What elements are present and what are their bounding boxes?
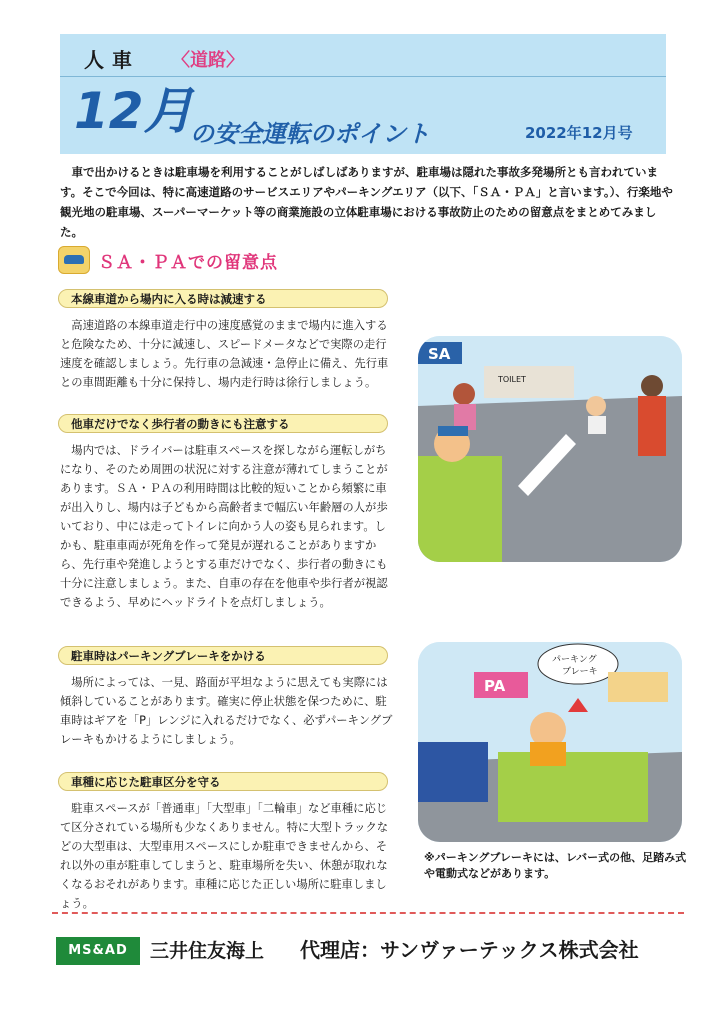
section-title: ＳＡ・ＰＡでの留意点 <box>98 253 278 273</box>
sa-sign: SA <box>428 345 451 363</box>
intro-paragraph: 車で出かけるときは駐車場を利用することがしばしばありますが、駐車場は隠れた事故多発場所とも言われています。そこで今回は、特に高速道路のサービスエリアやパーキングエリア（以下、「ＳＡ・ＰＡ」と言います。）、行楽地や観光地の駐車場、スーパーマーケット等の商業施設の立体駐車場における事故防止のための留意点をまとめてみました。 <box>60 165 673 239</box>
footer-divider <box>52 912 684 914</box>
header-divider <box>60 76 666 77</box>
subsection-heading: 他車だけでなく歩行者の動きにも注意する <box>58 414 388 433</box>
illustration-caption: ※パーキングブレーキには、レバー式の他、足踏み式や電動式などがあります。 <box>424 851 687 880</box>
subsection-body: 駐車スペースが「普通車」「大型車」「二輪車」など車種に応じて区分されている場所も少なくありません。特に大型トラックなどの大型車は、大型車用スペースにしか駐車できませんから、それ以外の車が駐車してしまうと、駐車場所を失い、休憩が取れなくなるおそれがあります。車種に応じた正しい場所に駐車しましょう。 <box>60 802 389 910</box>
subsection-body: 高速道路の本線車道走行中の速度感覚のままで場内に進入すると危険なため、十分に減速し、スピードメータなどで実際の走行速度を確認しましょう。先行車の急減速・急停止に備え、先行車との車間距離も十分に保持し、場内走行時は徐行しましょう。 <box>60 319 389 389</box>
header-category: 人車 <box>84 48 140 72</box>
agency-name: 代理店：サンヴァーテックス株式会社 <box>300 938 639 962</box>
header-road-label: 〈道路〉 <box>172 50 244 71</box>
brake-bubble-text: パーキング <box>552 655 597 665</box>
subsection-body: 場所によっては、一見、路面が平坦なように思えても実際には傾斜していることがあります。確実に停止状態を保つために、駐車時はギアを「P」レンジに入れるだけでなく、必ずパーキングブレーキもかけるようにしましょう。 <box>60 676 393 746</box>
toilet-sign: TOILET <box>498 375 526 384</box>
subsection-body: 場内では、ドライバーは駐車スペースを探しながら運転しがちになり、そのため周囲の状況に対する注意が薄れてしまうことがあります。ＳＡ・ＰＡの利用時間は比較的短いことから頻繁に車が出入りし、場内は子どもから高齢者まで幅広い年齢層の人が歩いており、中には走ってトイレに向かう人の姿も見られます。しかも、駐車車両が死角を作って発見が遅れることがありますから、先行車や発進しようとする車だけでなく、歩行者の動きにも十分に注意しましょう。また、自車の存在を他車や歩行者が視認できるよう、早めにヘッドライトを点灯しましょう。 <box>60 444 388 609</box>
company-logo: MS&AD <box>56 937 140 965</box>
subsection-heading: 駐車時はパーキングブレーキをかける <box>58 646 388 665</box>
subsection-heading: 車種に応じた駐車区分を守る <box>58 772 388 791</box>
svg-text:ブレーキ: ブレーキ <box>562 667 598 677</box>
service-area-illustration <box>418 336 682 562</box>
subsection-heading: 本線車道から場内に入る時は減速する <box>58 289 388 308</box>
pa-sign: PA <box>484 677 506 695</box>
page-title: の安全運転のポイント <box>190 120 430 148</box>
issue-date: 2022年12月号 <box>525 124 633 142</box>
parking-area-illustration <box>418 642 682 842</box>
car-icon <box>58 246 90 274</box>
header-month: 12月 <box>74 82 194 140</box>
company-name: 三井住友海上 <box>150 940 265 962</box>
